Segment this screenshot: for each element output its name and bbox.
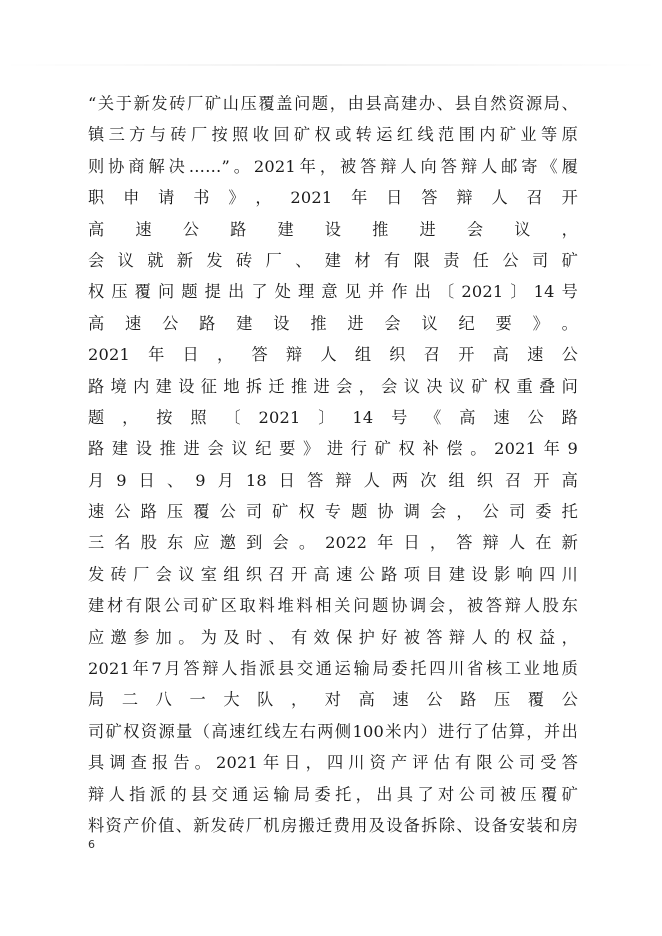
text-line: 职申请书》，2021年日答辩人召开 <box>88 188 578 208</box>
text-line: 2021年日，答辩人组织召开高速公 <box>88 345 578 365</box>
text-line: 权压覆问题提出了处理意见并作出〔2021〕14号 <box>88 282 578 302</box>
page-number: 6 <box>88 838 95 851</box>
text-line: 料资产价值、新发砖厂机房搬迁费用及设备拆除、设备安装和房 <box>88 815 578 835</box>
text-line: “关于新发砖厂矿山压覆盖问题，由县高建办、县自然资源局、 <box>88 94 578 113</box>
text-line: 月9日、9月18日答辩人两次组织召开高 <box>88 470 578 490</box>
text-line: 高速公路建设推进会议纪要》。 <box>88 313 578 333</box>
text-line: 高速公路建设推进会议， <box>88 219 578 239</box>
text-line: 则协商解决……”。2021年，被答辩人向答辩人邮寄《履 <box>88 156 578 176</box>
text-line: 题，按照〔2021〕14号《高速公路 <box>88 407 578 427</box>
scan-edge-shadow <box>0 64 662 66</box>
text-line: 具调查报告。2021年日，四川资产评估有限公司受答 <box>88 753 578 773</box>
text-line: 司矿权资源量（高速红线左右两侧100米内）进行了估算，并出 <box>88 721 578 741</box>
text-line: 路境内建设征地拆迁推进会，会议决议矿权重叠问 <box>88 376 578 396</box>
text-line: 路建设推进会议纪要》进行矿权补偿。2021年9 <box>88 439 578 459</box>
text-line: 局二八一大队，对高速公路压覆公 <box>88 690 578 710</box>
text-line: 应邀参加。为及时、有效保护好被答辩人的权益， <box>88 627 578 647</box>
text-line: 发砖厂会议室组织召开高速公路项目建设影响四川 <box>88 564 578 584</box>
text-line: 辩人指派的县交通运输局委托，出具了对公司被压覆矿 <box>88 784 578 804</box>
text-line: 建材有限公司矿区取料堆料相关问题协调会，被答辩人股东 <box>88 596 578 616</box>
text-line: 2021年7月答辩人指派县交通运输局委托四川省核工业地质 <box>88 659 578 679</box>
text-line: 速公路压覆公司矿权专题协调会，公司委托 <box>88 502 578 522</box>
text-line: 三名股东应邀到会。2022年日，答辩人在新 <box>88 533 578 553</box>
text-line: 镇三方与砖厂按照收回矿权或转运红线范围内矿业等原 <box>88 125 578 145</box>
document-body <box>88 88 578 841</box>
text-line: 会议就新发砖厂、建材有限责任公司矿 <box>88 250 578 270</box>
